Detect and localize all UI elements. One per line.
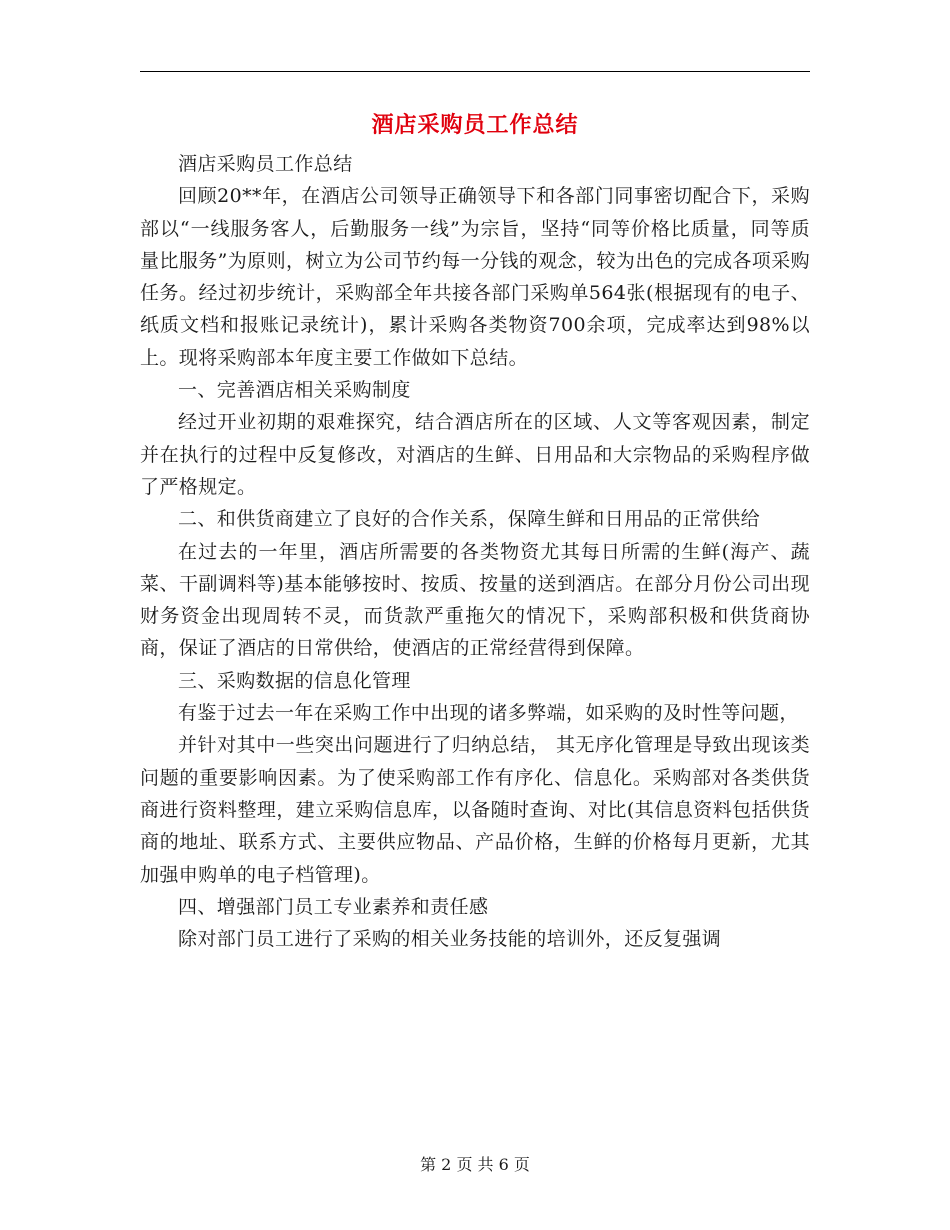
paragraph-section-2: 在过去的一年里，酒店所需要的各类物资尤其每日所需的生鲜(海产、蔬菜、干副调料等)基本能够按时、按质、按量的送到酒店。在部分月份公司出现财务资金出现周转不灵，而货款严重拖欠的情况下，采购部积极和供货商协商，保证了酒店的日常供给，使酒店的正常经营得到保障。 — [140, 540, 810, 660]
paragraph-subtitle: 酒店采购员工作总结 — [178, 153, 353, 175]
header-rule — [140, 71, 810, 72]
page-number: 第 2 页 共 6 页 — [420, 1155, 530, 1174]
document-body — [140, 148, 810, 955]
section-heading-4: 四、增强部门员工专业素养和责任感 — [178, 895, 489, 918]
section-heading-3: 三、采购数据的信息化管理 — [178, 669, 411, 692]
paragraph-intro: 回顾20**年，在酒店公司领导正确领导下和各部门同事密切配合下，采购部以“一线服务客人，后勤服务一线”为宗旨，坚持“同等价格比质量，同等质量比服务”为原则，树立为公司节约每一分钱的观念，较为出色的完成各项采购任务。经过初步统计，采购部全年共接各部门采购单564张(根据现有的电子、纸质文档和报账记录统计)，累计采购各类物资700余项，完成率达到98%以上。现将采购部本年度主要工作做如下总结。 — [140, 185, 810, 369]
paragraph-section-1: 经过开业初期的艰难探究，结合酒店所在的区域、人文等客观因素，制定并在执行的过程中反复修改，对酒店的生鲜、日用品和大宗物品的采购程序做了严格规定。 — [140, 411, 810, 498]
document-title: 酒店采购员工作总结 — [371, 112, 579, 138]
section-heading-1: 一、完善酒店相关采购制度 — [178, 379, 411, 402]
paragraph-section-3a: 有鉴于过去一年在采购工作中出现的诸多弊端，如采购的及时性等问题， — [178, 702, 799, 725]
section-heading-2: 二、和供货商建立了良好的合作关系，保障生鲜和日用品的正常供给 — [178, 508, 761, 531]
paragraph-section-4: 除对部门员工进行了采购的相关业务技能的培训外，还反复强调 — [178, 928, 722, 951]
paragraph-section-3b: 并针对其中一些突出问题进行了归纳总结， 其无序化管理是导致出现该类问题的重要影响因素。为了使采购部工作有序化、信息化。采购部对各类供货商进行资料整理，建立采购信息库，以备随时查询、对比(其信息资料包括供货商的地址、联系方式、主要供应物品、产品价格，生鲜的价格每月更新，尤其加强申购单的电子档管理)。 — [140, 734, 810, 886]
page-footer — [0, 1153, 950, 1177]
